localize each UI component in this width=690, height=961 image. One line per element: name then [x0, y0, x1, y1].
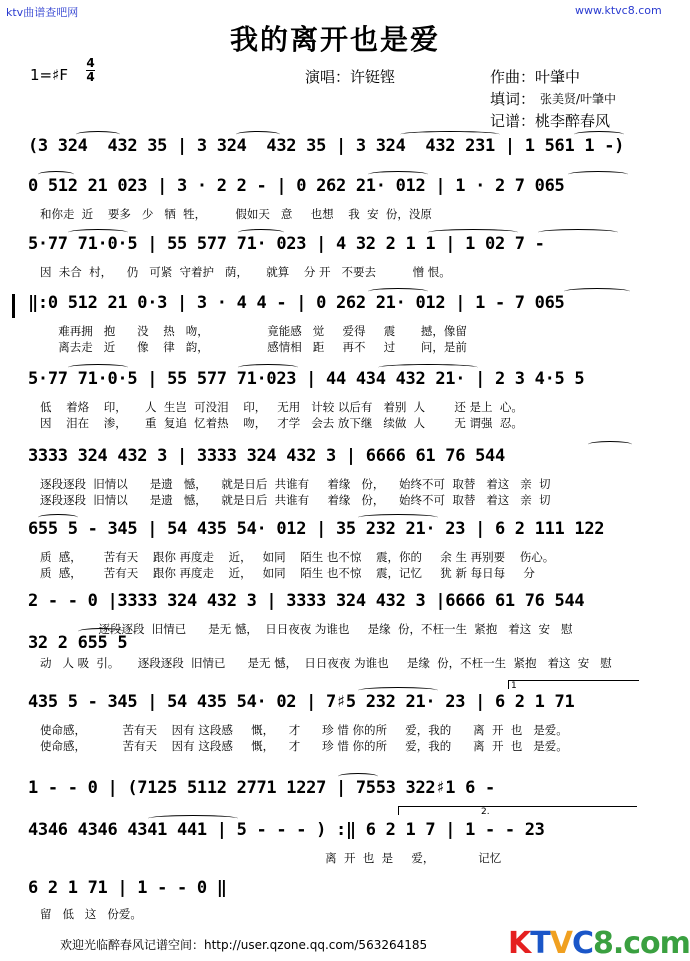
logo-letter-c: C: [571, 926, 593, 961]
composer-credit: 作曲：叶肇中: [490, 68, 581, 86]
notes-line: 6 2 1 71 | 1 - - 0 ‖: [28, 878, 227, 898]
slur: [238, 229, 284, 236]
notes-line: 4346 4346 4341 441 | 5 - - - ) :‖ 6 2 1 7 | 1 - - 23: [28, 820, 545, 840]
notes-line: 5·77 71·0·5 | 55 577 71· 023 | 4 32 2 1 1 | 1 02 7 -: [28, 234, 545, 254]
singer-credit: 演唱：许铤铿: [305, 68, 396, 86]
volta-second-label: 2.: [481, 807, 490, 817]
notes-line: (3 324 432 35 | 3 324 432 35 | 3 324 432 231 | 1 561 1 -): [28, 136, 625, 156]
slur: [400, 131, 500, 138]
notes-line: 3333 324 432 3 | 3333 324 432 3 | 6666 61 76 544: [28, 446, 505, 466]
lyrics-chorus: 动 人 吸 引。 逐段逐段 旧情已 是无 憾， 日日夜夜 为谁也 是缘 份，不枉一生 紧抱 着这 安 慰: [40, 656, 612, 670]
lyrics-line: 离 开 也 是 爱， 记忆: [40, 851, 502, 865]
logo-letter-t: T: [530, 926, 550, 961]
lyrics-verse-1: 逐段逐段 旧情以 是遗 憾， 就是日后 共谁有 着缘 份， 始终不可 取替 着这 亲 切: [40, 477, 551, 491]
score-line-6: [28, 519, 638, 583]
logo-letter-v: V: [549, 926, 572, 961]
watermark-right: www.ktvc8.com: [575, 4, 662, 17]
lyrics-verse-1: 难再拥 抱 没 热 吻， 竟能感 觉 爱得 震 撼，像留: [40, 324, 467, 338]
slur: [368, 171, 428, 178]
lyrics-verse-2: 使命感， 苦有天 因有 这段感 慨， 才 珍 惜 你的所 爱，我的 离 开 也 是爱。: [40, 739, 568, 753]
notes-line: 0 512 21 023 | 3 · 2 2 - | 0 262 21· 012 | 1 · 2 7 065: [28, 176, 565, 196]
notes-line: 2 - - 0 |3333 324 432 3 | 3333 324 432 3 |6666 61 76 544: [28, 591, 585, 611]
score-line-2: [28, 234, 638, 282]
lyrics-verse: 和你走 近 要多 少 牺 牲， 假如天 意 也想 我 安 份，没原: [40, 207, 432, 221]
slur: [38, 171, 74, 178]
score-line-12: [28, 878, 638, 926]
site-logo[interactable]: [508, 926, 690, 961]
slur: [564, 288, 630, 295]
score-line-intro: [28, 136, 638, 166]
watermark-left: ktv曲谱查吧网: [6, 6, 79, 19]
lyricist-label: 填词：: [490, 90, 536, 108]
lyrics-verse-2: 因 泪在 渗， 重 复追 忆着热 吻， 才学 会去 放下继 续做 人 无 谓强 忍。: [40, 416, 523, 430]
slur: [574, 131, 624, 138]
slur: [148, 815, 238, 822]
lyrics-verse: 因 未合 村， 仍 可紧 守着护 荫， 就算 分 开 不要去 憎 恨。: [40, 265, 451, 279]
notes-line: 1 - - 0 | (7125 5112 2771 1227 | 7553 322♯1 6 -: [28, 778, 495, 798]
slur: [76, 131, 120, 138]
lyrics-chorus: 逐段逐段 旧情已 是无 憾， 日日夜夜 为谁也 是缘 份，不枉一生 紧抱 着这 安 慰: [40, 622, 573, 636]
slur: [588, 441, 632, 448]
notes-line: 655 5 - 345 | 54 435 54· 012 | 35 232 21· 23 | 6 2 111 122: [28, 519, 605, 539]
slur: [358, 687, 438, 694]
volta-second-ending: [398, 806, 637, 815]
slur: [68, 364, 128, 371]
slur: [368, 288, 428, 295]
score-line-8: [28, 633, 638, 681]
lyricist-credit: 张美贤/叶肇中: [540, 92, 617, 106]
lyrics-ending: 留 低 这 份爱。: [40, 907, 142, 921]
volta-first-label: 1: [511, 681, 517, 691]
slur: [38, 514, 78, 521]
slur: [428, 229, 518, 236]
lyrics-verse-2: 逐段逐段 旧情以 是遗 憾， 就是日后 共谁有 着缘 份， 始终不可 取替 着这 亲 切: [40, 493, 551, 507]
slur: [358, 514, 438, 521]
lyrics-verse-1: 使命感， 苦有天 因有 这段感 慨， 才 珍 惜 你的所 爱，我的 离 开 也 是爱。: [40, 723, 568, 737]
score-line-interlude: [28, 778, 638, 808]
score-line-5: [28, 446, 638, 510]
key-signature: 1=♯F: [30, 66, 68, 84]
lyrics-verse-1: 低 着烙 印， 人 生岂 可没泪 印， 无用 计较 以后有 着别 人 还 是上 心。: [40, 400, 523, 414]
time-signature: [86, 58, 95, 83]
slur: [68, 229, 128, 236]
slur: [78, 628, 124, 635]
footer-note: 欢迎光临醉春风记谱空间：http://user.qzone.qq.com/563264185: [60, 938, 428, 952]
notes-line: 32 2 655 5: [28, 633, 128, 653]
score-line-9: [28, 681, 638, 756]
score-line-1: [28, 176, 638, 224]
notes-line: 5·77 71·0·5 | 55 577 71·023 | 44 434 432 21· | 2 3 4·5 5: [28, 369, 585, 389]
time-top: 4: [86, 56, 95, 70]
slur: [236, 131, 280, 138]
logo-suffix: 8.com: [592, 926, 690, 961]
transcriber-credit: 记谱：桃李醉春风: [490, 112, 611, 130]
slur: [378, 364, 478, 371]
repeat-start-barline: [12, 294, 15, 318]
score-line-3: [28, 293, 638, 357]
score-line-4: [28, 369, 638, 433]
slur: [568, 171, 628, 178]
lyrics-verse-2: 质 感， 苦有天 跟你 再度走 近， 如同 陌生 也不惊 震，记忆 犹 新 每日每 分: [40, 566, 535, 580]
volta-first-ending: [508, 680, 639, 689]
score-line-11: [28, 807, 638, 868]
slur: [338, 773, 378, 780]
notes-line: 435 5 - 345 | 54 435 54· 02 | 7♯5 232 21· 23 | 6 2 1 71: [28, 692, 575, 712]
lyrics-verse-1: 质 感， 苦有天 跟你 再度走 近， 如同 陌生 也不惊 震，你的 余 生 再别要 伤心。: [40, 550, 555, 564]
time-bottom: 4: [86, 70, 95, 84]
notes-line: ‖:0 512 21 0·3 | 3 · 4 4 - | 0 262 21· 012 | 1 - 7 065: [28, 293, 565, 313]
lyrics-verse-2: 离去走 近 像 律 韵， 感情相 距 再不 过 问，是前: [40, 340, 467, 354]
slur: [238, 364, 298, 371]
song-title: 我的离开也是爱: [229, 23, 440, 56]
slur: [538, 229, 618, 236]
logo-letter-k: K: [508, 926, 531, 961]
